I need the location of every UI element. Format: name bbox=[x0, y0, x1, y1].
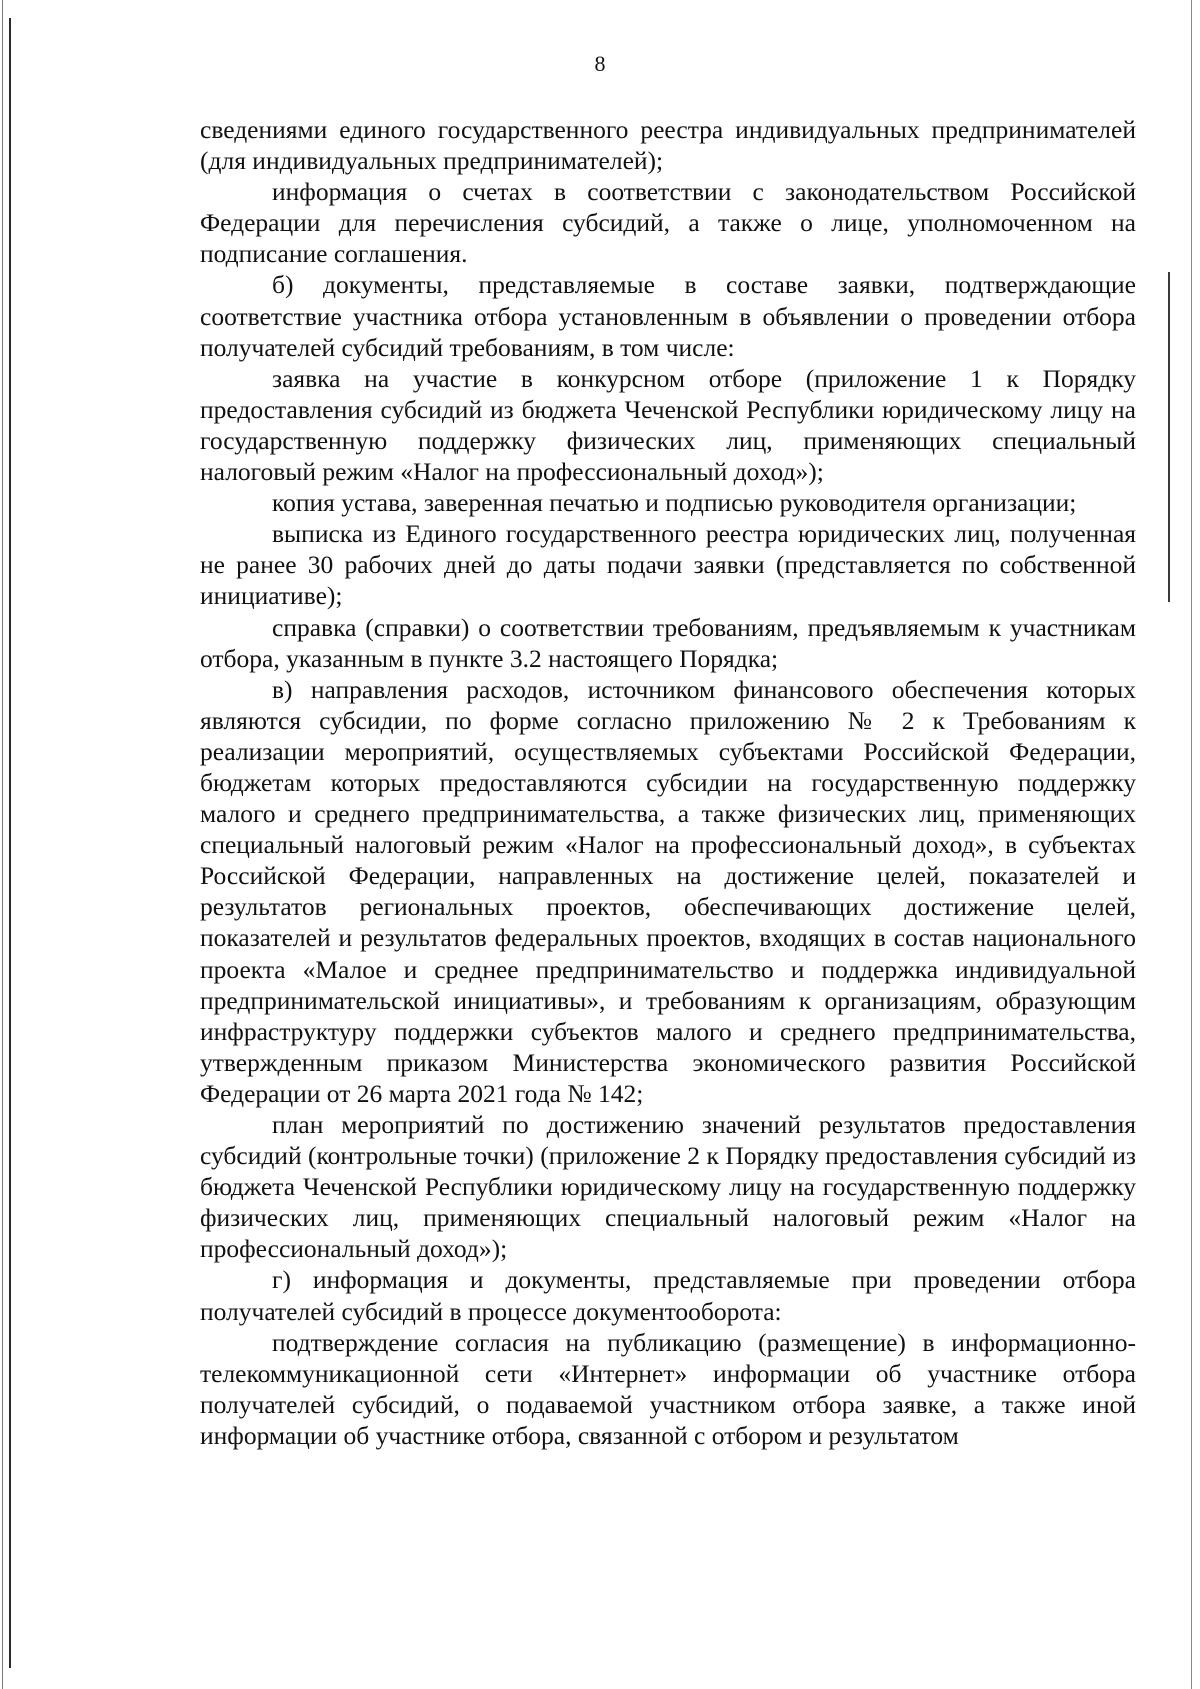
paragraph-11: подтверждение согласия на публикацию (размещение) в информационно-телекоммуникационной сети «Интернет» информации об участнике отбора получателей субсидий, о подаваемой участником отбора заявке, а также иной информации об участнике отбора, связанной с отбором и результатом bbox=[200, 1327, 1136, 1450]
paragraph-4: заявка на участие в конкурсном отборе (приложение 1 к Порядку предоставления субсидий из бюджета Чеченской Республики юридическому лицу на государственную поддержку физических лиц, применяющих специальный налоговый режим «Налог на профессиональный доход»); bbox=[200, 363, 1136, 487]
document-body bbox=[200, 114, 1136, 1451]
paragraph-5: копия устава, заверенная печатью и подписью руководителя организации; bbox=[272, 488, 1077, 518]
paragraph-3: б) документы, представляемые в составе заявки, подтверждающие соответствие участника отбора установленным в объявлении о проведении отбора получателей субсидий требованиям, в том числе: bbox=[200, 270, 1136, 362]
paragraph-1: сведениями единого государственного реестра индивидуальных предпринимателей (для индивидуальных предпринимателей); bbox=[200, 115, 1136, 176]
paragraph-10: г) информация и документы, представляемые при проведении отбора получателей субсидий в процессе документооборота: bbox=[200, 1265, 1136, 1326]
page-number: 8 bbox=[594, 51, 606, 76]
paragraph-6: выписка из Единого государственного реестра юридических лиц, полученная не ранее 30 рабочих дней до даты подачи заявки (представляется по собственной инициативе); bbox=[200, 519, 1136, 611]
scan-border-right bbox=[1168, 272, 1170, 602]
paragraph-8: в) направления расходов, источником финансового обеспечения которых являются субсидии, по форме согласно приложению № 2 к Требованиям к реализации мероприятий, осуществляемых субъектами Российской Федерации, бюджетам которых предоставляются субсидии на государственную поддержку малого и среднего предпринимательства, а также физических лиц, применяющих специальный налоговый режим «Налог на профессиональный доход», в субъектах Российской Федерации, направленных на достижение целей, показателей и результатов региональных проектов, обеспечивающих достижение целей, показателей и результатов федеральных проектов, входящих в состав национального проекта «Малое и среднее предпринимательство и поддержка индивидуальной предпринимательской инициативы», и требованиям к организациям, образующим инфраструктуру поддержки субъектов малого и среднего предпринимательства, утвержденным приказом Министерства экономического развития Российской Федерации от 26 марта 2021 года № 142; bbox=[200, 674, 1136, 1108]
paragraph-9: план мероприятий по достижению значений результатов предоставления субсидий (контрольные точки) (приложение 2 к Порядку предоставления субсидий из бюджета Чеченской Республики юридическому лицу на государственную поддержку физических лиц, применяющих специальный налоговый режим «Налог на профессиональный доход»); bbox=[200, 1110, 1136, 1264]
scan-border-right-outer bbox=[1191, 0, 1192, 1689]
paragraph-2: информация о счетах в соответствии с законодательством Российской Федерации для перечисления субсидий, а также о лице, уполномоченном на подписание соглашения. bbox=[200, 177, 1136, 269]
scan-border-left-outer bbox=[2, 0, 3, 1689]
scan-border-left bbox=[9, 18, 11, 1668]
paragraph-7: справка (справки) о соответствии требованиям, предъявляемым к участникам отбора, указанным в пункте 3.2 настоящего Порядка; bbox=[200, 612, 1136, 673]
